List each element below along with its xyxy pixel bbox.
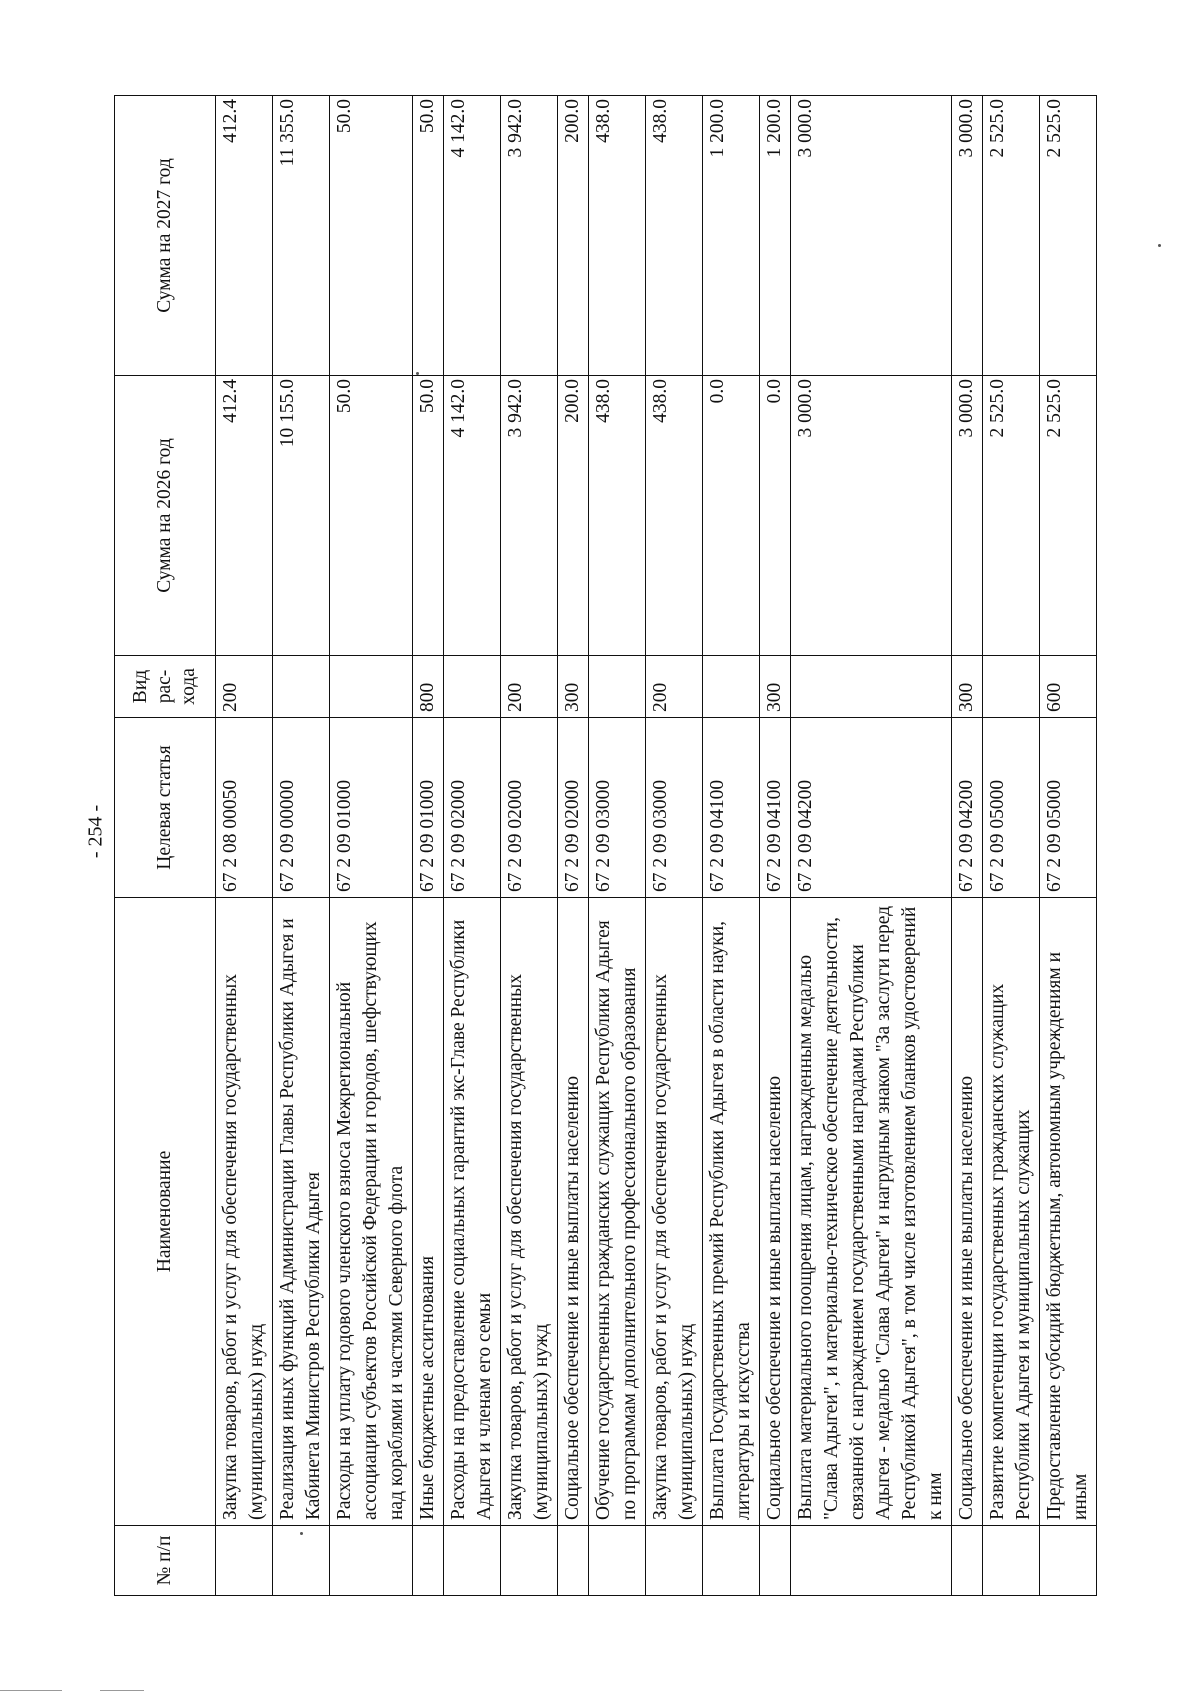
scan-mark (0, 1690, 62, 1691)
cell-target: 67 2 09 02000 (444, 718, 501, 898)
table-row (273, 96, 330, 1596)
cell-target: 67 2 09 04100 (703, 718, 760, 898)
table-row (703, 96, 760, 1596)
cell-kind (791, 656, 952, 718)
scan-speck (416, 372, 419, 375)
header-sum-2027: Сумма на 2027 год (115, 96, 216, 376)
table-row (558, 96, 589, 1596)
header-name: Наименование (115, 898, 216, 1526)
page-number: - 254 - (84, 804, 107, 859)
cell-sum-2026: 0.0 (703, 376, 760, 656)
header-row (115, 96, 216, 1596)
cell-sum-2027: 1 200.0 (760, 96, 791, 376)
cell-sum-2027: 3 000.0 (791, 96, 952, 376)
scan-speck (1158, 244, 1161, 247)
cell-kind: 200 (501, 656, 558, 718)
cell-kind: 300 (558, 656, 589, 718)
cell-sum-2026: 10 155.0 (273, 376, 330, 656)
cell-num (273, 1526, 330, 1596)
cell-sum-2026: 2 525.0 (983, 376, 1040, 656)
cell-sum-2027: 1 200.0 (703, 96, 760, 376)
cell-kind: 200 (216, 656, 273, 718)
table-row (589, 96, 646, 1596)
cell-name: Социальное обеспечение и иные выплаты населению (760, 898, 791, 1526)
cell-kind: 300 (760, 656, 791, 718)
cell-sum-2027: 2 525.0 (1040, 96, 1097, 376)
table-row (952, 96, 983, 1596)
cell-sum-2027: 50.0 (413, 96, 444, 376)
cell-name: Расходы на уплату годового членского взноса Межрегиональной ассоциации субъектов Российской Федерации и городов, шефствующих над кораблями и частями Северного флота (330, 898, 413, 1526)
scan-speck (300, 1532, 303, 1535)
cell-kind: 600 (1040, 656, 1097, 718)
cell-kind (703, 656, 760, 718)
cell-target: 67 2 09 02000 (501, 718, 558, 898)
cell-num (791, 1526, 952, 1596)
cell-num (952, 1526, 983, 1596)
cell-kind (330, 656, 413, 718)
cell-sum-2026: 50.0 (413, 376, 444, 656)
cell-num (558, 1526, 589, 1596)
cell-target: 67 2 09 02000 (558, 718, 589, 898)
cell-target: 67 2 09 05000 (1040, 718, 1097, 898)
cell-num (330, 1526, 413, 1596)
cell-sum-2027: 200.0 (558, 96, 589, 376)
cell-num (444, 1526, 501, 1596)
cell-sum-2027: 412.4 (216, 96, 273, 376)
cell-sum-2026: 3 942.0 (501, 376, 558, 656)
cell-sum-2027: 2 525.0 (983, 96, 1040, 376)
cell-name: Предоставление субсидий бюджетным, автономным учреждениям и иным (1040, 898, 1097, 1526)
rotated-table-container (114, 96, 1091, 1596)
header-sum-2026: Сумма на 2026 год (115, 376, 216, 656)
budget-table (114, 95, 1097, 1596)
cell-sum-2026: 2 525.0 (1040, 376, 1097, 656)
cell-name: Выплата Государственных премий Республики Адыгея в области науки, литературы и искусства (703, 898, 760, 1526)
cell-target: 67 2 09 00000 (273, 718, 330, 898)
cell-kind (273, 656, 330, 718)
cell-name: Расходы на предоставление социальных гарантий экс-Главе Республики Адыгея и членам его семьи (444, 898, 501, 1526)
cell-sum-2026: 4 142.0 (444, 376, 501, 656)
cell-sum-2027: 438.0 (646, 96, 703, 376)
cell-num (983, 1526, 1040, 1596)
table-row (760, 96, 791, 1596)
header-target: Целевая статья (115, 718, 216, 898)
cell-name: Социальное обеспечение и иные выплаты населению (558, 898, 589, 1526)
cell-sum-2026: 438.0 (646, 376, 703, 656)
cell-kind: 200 (646, 656, 703, 718)
cell-num (589, 1526, 646, 1596)
cell-name: Иные бюджетные ассигнования (413, 898, 444, 1526)
cell-name: Закупка товаров, работ и услуг для обеспечения государственных (муниципальных) нужд (646, 898, 703, 1526)
header-num: № п/п (115, 1526, 216, 1596)
table-row (444, 96, 501, 1596)
cell-name: Выплата материального поощрения лицам, награжденным медалью "Слава Адыгеи", и материально-техническое обеспечение деятельности, связанной с награждением государственными наградами Республики Адыгея - медалью "Слава Адыгеи" и нагрудным знаком "За заслуги перед Республикой Адыгея", в том числе изготовлением бланков удостоверений к ним (791, 898, 952, 1526)
cell-target: 67 2 09 03000 (589, 718, 646, 898)
cell-target: 67 2 09 04100 (760, 718, 791, 898)
cell-sum-2026: 200.0 (558, 376, 589, 656)
cell-sum-2027: 11 355.0 (273, 96, 330, 376)
cell-sum-2026: 50.0 (330, 376, 413, 656)
cell-sum-2026: 3 000.0 (952, 376, 983, 656)
cell-name: Закупка товаров, работ и услуг для обеспечения государственных (муниципальных) нужд (501, 898, 558, 1526)
cell-target: 67 2 09 04200 (952, 718, 983, 898)
cell-sum-2026: 438.0 (589, 376, 646, 656)
table-row (1040, 96, 1097, 1596)
cell-sum-2026: 412.4 (216, 376, 273, 656)
cell-name: Обучение государственных гражданских служащих Республики Адыгея по программам дополнительного профессионального образования (589, 898, 646, 1526)
cell-sum-2027: 50.0 (330, 96, 413, 376)
cell-target: 67 2 09 03000 (646, 718, 703, 898)
cell-sum-2026: 3 000.0 (791, 376, 952, 656)
cell-num (646, 1526, 703, 1596)
cell-target: 67 2 09 05000 (983, 718, 1040, 898)
cell-kind (444, 656, 501, 718)
table-row (330, 96, 413, 1596)
cell-target: 67 2 09 01000 (330, 718, 413, 898)
cell-sum-2027: 438.0 (589, 96, 646, 376)
cell-name: Развитие компетенции государственных гражданских служащих Республики Адыгея и муниципальных служащих (983, 898, 1040, 1526)
cell-kind (983, 656, 1040, 718)
cell-name: Закупка товаров, работ и услуг для обеспечения государственных (муниципальных) нужд (216, 898, 273, 1526)
cell-num (760, 1526, 791, 1596)
table-row (216, 96, 273, 1596)
cell-kind: 300 (952, 656, 983, 718)
table-row (501, 96, 558, 1596)
cell-num (1040, 1526, 1097, 1596)
cell-name: Социальное обеспечение и иные выплаты населению (952, 898, 983, 1526)
table-body (216, 96, 1097, 1596)
cell-sum-2027: 4 142.0 (444, 96, 501, 376)
cell-target: 67 2 09 04200 (791, 718, 952, 898)
table-row (413, 96, 444, 1596)
cell-num (413, 1526, 444, 1596)
cell-target: 67 2 08 00050 (216, 718, 273, 898)
cell-num (501, 1526, 558, 1596)
cell-num (703, 1526, 760, 1596)
table-row (646, 96, 703, 1596)
cell-sum-2026: 0.0 (760, 376, 791, 656)
cell-name: Реализация иных функций Администрации Главы Республики Адыгея и Кабинета Министров Республики Адыгея (273, 898, 330, 1526)
table-row (791, 96, 952, 1596)
cell-num (216, 1526, 273, 1596)
cell-sum-2027: 3 000.0 (952, 96, 983, 376)
cell-kind: 800 (413, 656, 444, 718)
cell-kind (589, 656, 646, 718)
cell-target: 67 2 09 01000 (413, 718, 444, 898)
cell-sum-2027: 3 942.0 (501, 96, 558, 376)
scan-mark (100, 1690, 144, 1691)
table-row (983, 96, 1040, 1596)
header-kind: Вид рас-хода (115, 656, 216, 718)
